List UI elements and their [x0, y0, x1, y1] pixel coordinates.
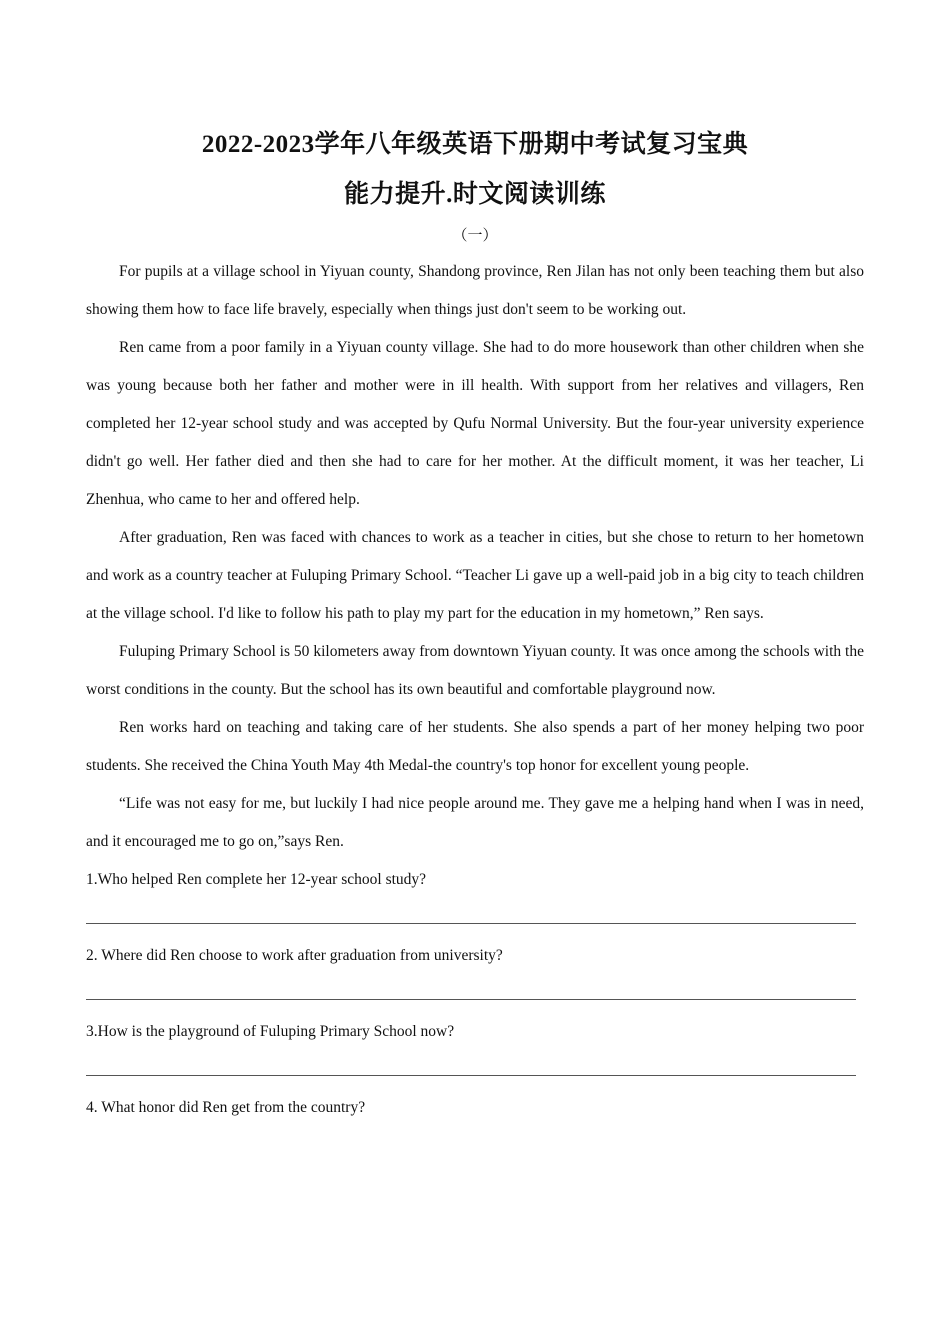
answer-line-2[interactable]: [86, 975, 864, 1013]
document-title: 2022-2023学年八年级英语下册期中考试复习宝典: [201, 131, 749, 158]
answer-rule: [86, 923, 856, 924]
question-2: 2. Where did Ren choose to work after graduation from university?: [86, 947, 503, 964]
passage-paragraph-6: “Life was not easy for me, but luckily I had nice people around me. They gave me a helping hand when I was in need, and it encouraged me to go on,”says Ren.: [86, 795, 864, 850]
question-3: 3.How is the playground of Fuluping Primary School now?: [86, 1023, 455, 1040]
passage-paragraph-2: Ren came from a poor family in a Yiyuan county village. She had to do more housework than other children when she was young because both her father and mother were in ill health. With support from her relatives and villagers, Ren completed her 12-year school study and was accepted by Qufu Normal University. But the four-year university experience didn't go well. Her father died and then she had to care for her mother. At the difficult moment, it was her teacher, Li Zhenhua, who came to her and offered help.: [86, 339, 864, 508]
answer-rule: [86, 999, 856, 1000]
question-1: 1.Who helped Ren complete her 12-year school study?: [86, 871, 427, 888]
reading-passage: [86, 253, 864, 1127]
answer-line-1[interactable]: [86, 899, 864, 937]
passage-paragraph-4: Fuluping Primary School is 50 kilometers away from downtown Yiyuan county. It was once among the schools with the worst conditions in the county. But the school has its own beautiful and comfortable playground now.: [86, 643, 864, 698]
document-subtitle: 能力提升.时文阅读训练: [344, 181, 606, 208]
answer-rule: [86, 1075, 856, 1076]
answer-line-3[interactable]: [86, 1051, 864, 1089]
passage-paragraph-3: After graduation, Ren was faced with chances to work as a teacher in cities, but she chose to return to her hometown and work as a country teacher at Fuluping Primary School. “Teacher Li gave up a well-paid job in a big city to teach children at the village school. I'd like to follow his path to play my part for the education in my hometown,” Ren says.: [86, 529, 864, 622]
section-number: （一）: [452, 228, 498, 244]
passage-paragraph-1: For pupils at a village school in Yiyuan county, Shandong province, Ren Jilan has not only been teaching them but also showing them how to face life bravely, especially when things just don't seem to be working out.: [86, 263, 864, 318]
passage-paragraph-5: Ren works hard on teaching and taking care of her students. She also spends a part of her money helping two poor students. She received the China Youth May 4th Medal-the country's top honor for excellent young people.: [86, 719, 864, 774]
question-4: 4. What honor did Ren get from the country?: [86, 1099, 366, 1116]
